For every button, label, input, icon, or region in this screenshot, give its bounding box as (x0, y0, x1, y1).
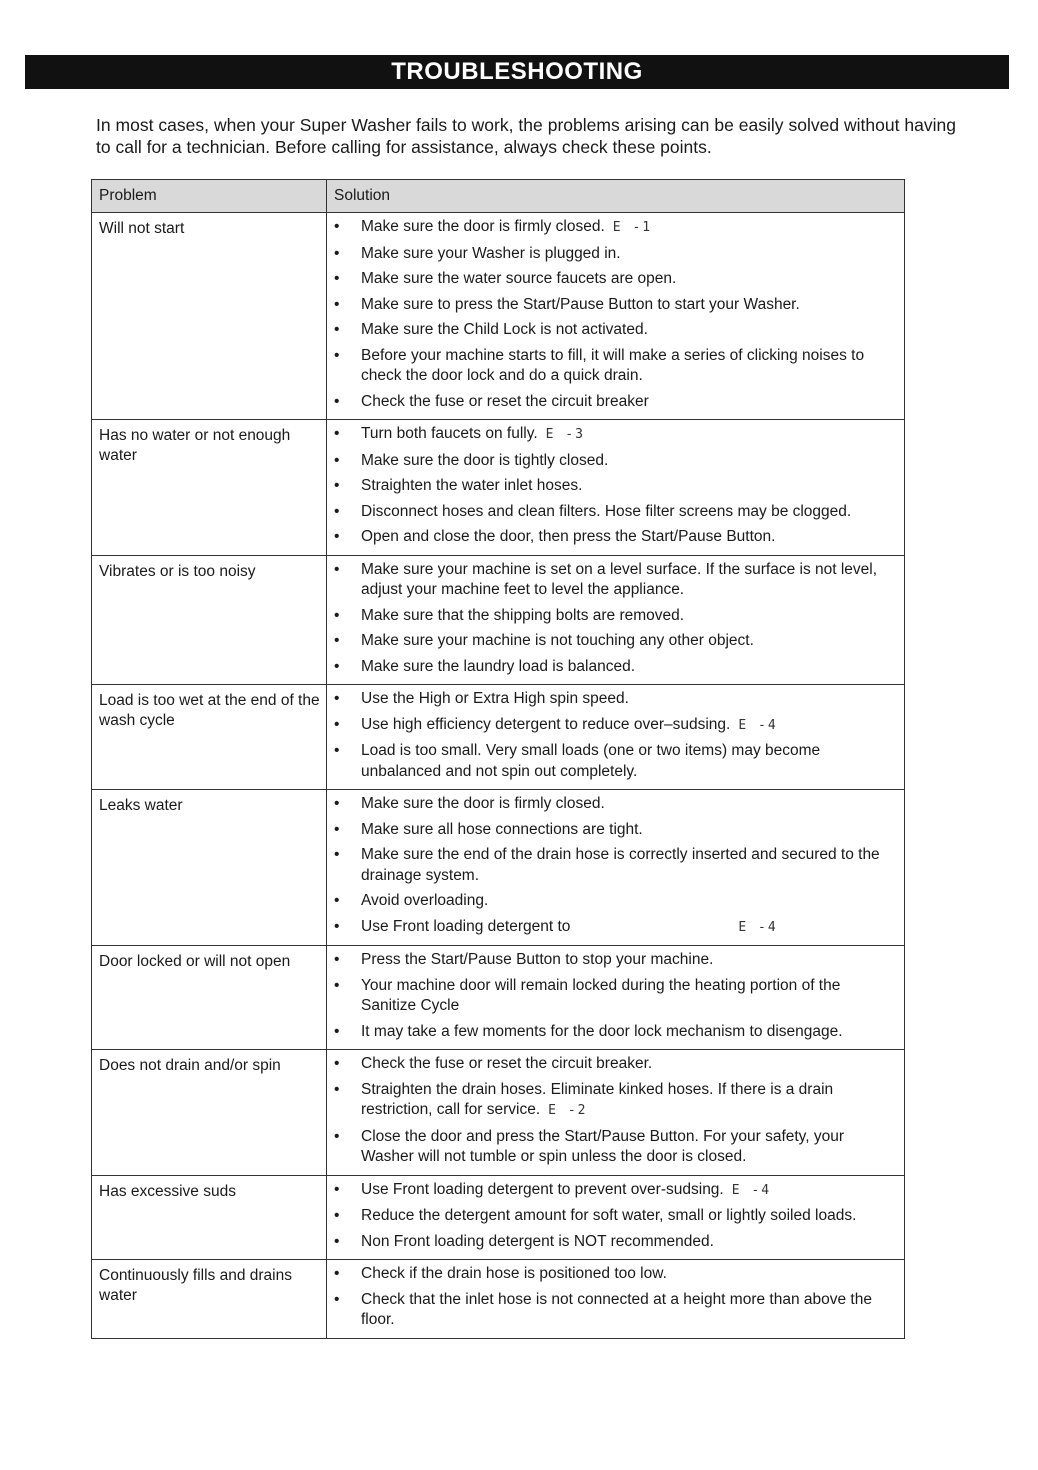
solution-text (361, 1127, 896, 1168)
solution-label: Make sure the door is firmly closed. (361, 795, 605, 812)
solution-item (334, 560, 896, 601)
solution-item (334, 1232, 896, 1253)
solution-label: Load is too small. Very small loads (one or two items) may become unbalanced and not spin out completely. (361, 742, 821, 780)
solution-item (334, 392, 896, 413)
solution-text (361, 320, 896, 341)
solution-label: Use high efficiency detergent to reduce over–sudsing. (361, 715, 731, 733)
solution-item (334, 657, 896, 678)
bullet-icon: • (334, 425, 340, 442)
solution-item (334, 820, 896, 841)
solution-label: Make sure to press the Start/Pause Button to start your Washer. (361, 295, 800, 313)
solution-label: Make sure all hose connections are tight. (361, 820, 643, 838)
solution-item (334, 950, 896, 971)
bullet-icon: • (334, 502, 340, 520)
bullet-icon: • (334, 1180, 340, 1198)
bullet-icon: • (334, 528, 340, 545)
solution-label: Open and close the door, then press the Start/Pause Button. (361, 528, 776, 545)
solution-label: Make sure your machine is not touching any other object. (361, 632, 754, 649)
problem-cell: Has no water or not enough water (92, 420, 327, 556)
solution-text (361, 741, 896, 782)
solution-label: Reduce the detergent amount for soft water, small or lightly soiled loads. (361, 1207, 857, 1224)
solution-item (334, 606, 896, 627)
solution-label: Check that the inlet hose is not connected at a height more than above the floor. (361, 1290, 872, 1328)
bullet-icon: • (334, 1127, 340, 1145)
bullet-icon: • (334, 632, 340, 649)
bullet-icon: • (334, 1207, 340, 1224)
solution-item (334, 269, 896, 290)
solution-label: Make sure the end of the drain hose is correctly inserted and secured to the drainage system. (361, 846, 880, 884)
solution-item (334, 741, 896, 782)
solution-text (361, 476, 896, 497)
solution-text (361, 689, 896, 710)
solution-item (334, 1290, 896, 1331)
solution-item (334, 631, 896, 652)
error-code: E -4 (731, 1182, 772, 1198)
solution-text (361, 1290, 896, 1331)
error-code: E -1 (612, 220, 653, 235)
table-row (92, 946, 905, 1050)
solution-text (361, 606, 896, 627)
bullet-icon: • (334, 321, 340, 338)
solution-label: Make sure your Washer is plugged in. (361, 244, 621, 262)
bullet-icon: • (334, 451, 340, 469)
solution-item (334, 295, 896, 316)
solution-text (361, 976, 896, 1017)
solution-text (361, 560, 896, 601)
solution-text (361, 794, 896, 815)
page-title: TROUBLESHOOTING (391, 58, 643, 85)
problem-column-header: Problem (92, 180, 327, 213)
solution-text (361, 631, 896, 652)
solution-item (334, 476, 896, 497)
bullet-icon: • (334, 346, 340, 364)
solution-item (334, 346, 896, 387)
table-row (92, 685, 905, 790)
bullet-icon: • (334, 1290, 340, 1308)
solution-item (334, 320, 896, 341)
problem-cell: Door locked or will not open (92, 946, 327, 1050)
solution-item (334, 794, 896, 815)
solution-text (361, 1232, 896, 1253)
solution-text (361, 502, 896, 523)
problem-cell: Does not drain and/or spin (92, 1050, 327, 1176)
solution-text (361, 451, 896, 472)
bullet-icon: • (334, 892, 340, 909)
solution-label: Check if the drain hose is positioned too low. (361, 1265, 667, 1282)
problem-cell: Leaks water (92, 790, 327, 946)
solution-text (361, 1080, 896, 1122)
error-code: E -3 (545, 427, 585, 442)
page-title-bar (25, 55, 1009, 89)
solution-label: Make sure the door is firmly closed. (361, 218, 605, 235)
bullet-icon: • (334, 295, 340, 313)
solution-item (334, 976, 896, 1017)
solution-item (334, 1127, 896, 1168)
solution-label: Make sure that the shipping bolts are removed. (361, 606, 685, 624)
solution-text (361, 715, 896, 737)
bullet-icon: • (334, 1022, 340, 1040)
solution-cell (327, 790, 905, 946)
solution-label: Disconnect hoses and clean filters. Hose filter screens may be clogged. (361, 502, 852, 520)
solution-label: Make sure the water source faucets are open. (361, 270, 677, 287)
solution-label: Use Front loading detergent to prevent over-sudsing. (361, 1180, 724, 1198)
bullet-icon: • (334, 715, 340, 733)
solution-item (334, 689, 896, 710)
solution-item (334, 424, 896, 446)
bullet-icon: • (334, 742, 340, 759)
bullet-icon: • (334, 846, 340, 863)
problem-cell: Load is too wet at the end of the wash cycle (92, 685, 327, 790)
solution-text (361, 950, 896, 971)
bullet-icon: • (334, 657, 340, 675)
bullet-icon: • (334, 951, 340, 968)
troubleshooting-table (91, 179, 905, 1339)
solution-text (361, 1054, 896, 1075)
solution-label: Make sure the laundry load is balanced. (361, 657, 635, 675)
solution-label: It may take a few moments for the door lock mechanism to disengage. (361, 1022, 843, 1040)
bullet-icon: • (334, 477, 340, 494)
solution-label: Use Front loading detergent to (361, 917, 571, 935)
solution-label: Make sure your machine is set on a level surface. If the surface is not level, adjust your machine feet to level the appliance. (361, 560, 878, 598)
bullet-icon: • (334, 244, 340, 262)
bullet-icon: • (334, 392, 340, 410)
solution-text (361, 346, 896, 387)
solution-text (361, 845, 896, 886)
solution-item (334, 1206, 896, 1227)
solution-cell (327, 1260, 905, 1339)
bullet-icon: • (334, 270, 340, 287)
solution-text (361, 424, 896, 446)
table-row (92, 213, 905, 420)
problem-cell: Continuously fills and drains water (92, 1260, 327, 1339)
table-row (92, 1050, 905, 1176)
problem-cell: Has excessive suds (92, 1175, 327, 1260)
bullet-icon: • (334, 560, 340, 578)
solution-label: Your machine door will remain locked during the heating portion of the Sanitize Cycle (361, 976, 841, 1014)
bullet-icon: • (334, 976, 340, 994)
error-code: E -4 (738, 717, 778, 733)
bullet-icon: • (334, 1265, 340, 1282)
solution-text (361, 392, 896, 413)
solution-text (361, 1206, 896, 1227)
solution-item (334, 1054, 896, 1075)
solution-label: Press the Start/Pause Button to stop your machine. (361, 951, 714, 968)
bullet-icon: • (334, 917, 340, 935)
solution-cell (327, 946, 905, 1050)
solution-item (334, 244, 896, 265)
solution-item (334, 1080, 896, 1122)
bullet-icon: • (334, 1080, 340, 1098)
bullet-icon: • (334, 218, 340, 235)
solution-label: Check the fuse or reset the circuit breaker (361, 392, 649, 410)
solution-label: Close the door and press the Start/Pause Button. For your safety, your Washer will not tumble or spin unless the door is closed. (361, 1127, 845, 1165)
solution-item (334, 1022, 896, 1043)
solution-item (334, 502, 896, 523)
solution-cell (327, 213, 905, 420)
bullet-icon: • (334, 820, 340, 838)
solution-cell (327, 685, 905, 790)
solution-text (361, 244, 896, 265)
solution-text (361, 217, 896, 239)
problem-cell: Vibrates or is too noisy (92, 555, 327, 685)
solution-text (361, 1180, 896, 1202)
solution-label: Check the fuse or reset the circuit breaker. (361, 1055, 653, 1072)
solution-item (334, 217, 896, 239)
solution-label: Avoid overloading. (361, 892, 489, 909)
solution-cell (327, 1050, 905, 1176)
solution-item (334, 1180, 896, 1202)
solution-item (334, 917, 896, 939)
error-code: E -4 (738, 919, 778, 935)
bullet-icon: • (334, 690, 340, 707)
solution-text (361, 1264, 896, 1285)
solution-text (361, 295, 896, 316)
solution-item (334, 527, 896, 548)
bullet-icon: • (334, 795, 340, 812)
solution-text (361, 269, 896, 290)
solution-label: Before your machine starts to fill, it will make a series of clicking noises to check the door lock and do a quick drain. (361, 346, 865, 384)
solution-label: Use the High or Extra High spin speed. (361, 690, 629, 707)
error-code: E -2 (548, 1103, 588, 1118)
table-header-row (92, 180, 905, 213)
solution-label: Straighten the drain hoses. Eliminate kinked hoses. If there is a drain restriction, call for service. (361, 1080, 834, 1118)
solution-text (361, 1022, 896, 1043)
solution-text (361, 891, 896, 912)
solution-label: Make sure the Child Lock is not activated. (361, 321, 648, 338)
solution-cell (327, 555, 905, 685)
intro-paragraph: In most cases, when your Super Washer fails to work, the problems arising can be easily solved without having to call for a technician. Before calling for assistance, always check these points. (96, 115, 956, 157)
solution-label: Turn both faucets on fully. (361, 425, 538, 442)
solution-label: Make sure the door is tightly closed. (361, 451, 609, 469)
solution-item (334, 891, 896, 912)
solution-column-header: Solution (327, 180, 905, 213)
table-row (92, 790, 905, 946)
solution-item (334, 1264, 896, 1285)
solution-text (361, 657, 896, 678)
solution-text (361, 917, 896, 939)
solution-cell (327, 420, 905, 556)
problem-cell: Will not start (92, 213, 327, 420)
bullet-icon: • (334, 1055, 340, 1072)
solution-label: Non Front loading detergent is NOT recommended. (361, 1232, 714, 1250)
solution-text (361, 820, 896, 841)
bullet-icon: • (334, 1232, 340, 1250)
solution-text (361, 527, 896, 548)
table-row (92, 1175, 905, 1260)
solution-item (334, 845, 896, 886)
table-row (92, 1260, 905, 1339)
solution-item (334, 715, 896, 737)
solution-item (334, 451, 896, 472)
table-row (92, 555, 905, 685)
solution-cell (327, 1175, 905, 1260)
table-row (92, 420, 905, 556)
bullet-icon: • (334, 606, 340, 624)
solution-label: Straighten the water inlet hoses. (361, 477, 583, 494)
